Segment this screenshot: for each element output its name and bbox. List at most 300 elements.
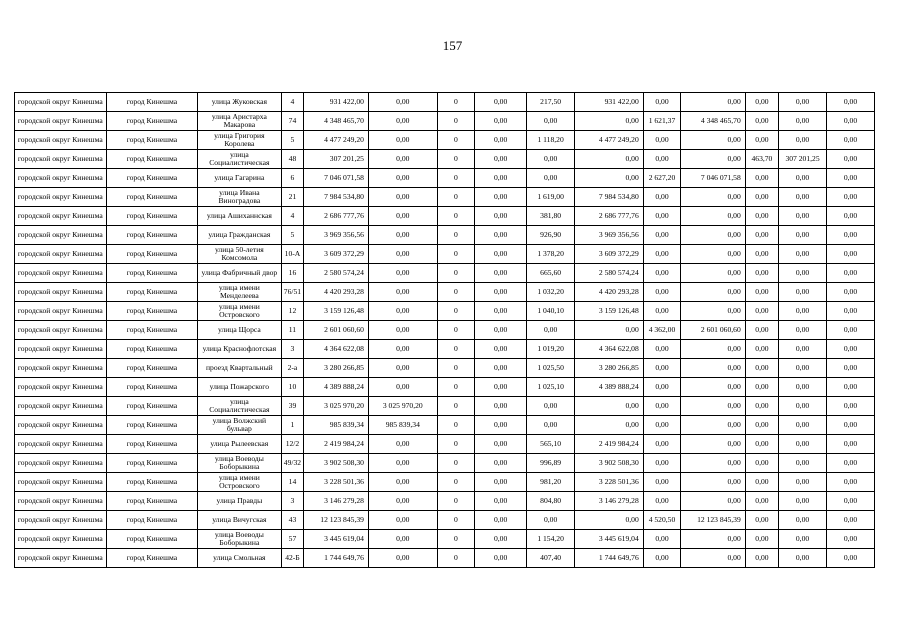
cell-cost-col-6: 0,00 bbox=[368, 112, 437, 131]
cell-area-col-13: 0,00 bbox=[745, 492, 778, 511]
cell-area-col-13: 0,00 bbox=[745, 302, 778, 321]
cell-cost-col-12: 0,00 bbox=[681, 492, 746, 511]
cell-street: улица Смольная bbox=[198, 549, 281, 568]
cell-cost-col-12: 0,00 bbox=[681, 93, 746, 112]
cell-area-col-9: 1 154,20 bbox=[527, 530, 575, 549]
cell-municipality: городской округ Кинешма bbox=[15, 302, 107, 321]
cell-area-col-9: 996,89 bbox=[527, 454, 575, 473]
cell-cost-col-6: 0,00 bbox=[368, 264, 437, 283]
cell-house: 39 bbox=[281, 397, 304, 416]
cell-settlement: город Кинешма bbox=[106, 549, 198, 568]
cell-area-col-9: 1 378,20 bbox=[527, 245, 575, 264]
cell-municipality: городской округ Кинешма bbox=[15, 492, 107, 511]
cell-area-col-9: 1 025,50 bbox=[527, 359, 575, 378]
cell-count-col-7: 0 bbox=[437, 435, 474, 454]
cell-municipality: городской округ Кинешма bbox=[15, 131, 107, 150]
cell-cost-col-14: 0,00 bbox=[779, 549, 827, 568]
cell-area-col-11: 0,00 bbox=[643, 397, 680, 416]
cell-cost-col-6: 985 839,34 bbox=[368, 416, 437, 435]
cell-area-col-11: 0,00 bbox=[643, 359, 680, 378]
cell-cost-col-14: 0,00 bbox=[779, 435, 827, 454]
cell-cost-col-6: 0,00 bbox=[368, 188, 437, 207]
cell-count-col-7: 0 bbox=[437, 169, 474, 188]
cell-cost-col-14: 0,00 bbox=[779, 112, 827, 131]
table-row bbox=[15, 473, 875, 492]
cell-count-col-7: 0 bbox=[437, 283, 474, 302]
page-number: 157 bbox=[442, 38, 463, 53]
cell-street: улица Аристарха Макарова bbox=[198, 112, 281, 131]
cell-count-col-7: 0 bbox=[437, 473, 474, 492]
cell-cost-col-14: 0,00 bbox=[779, 264, 827, 283]
cell-cost-col-8: 0,00 bbox=[475, 93, 527, 112]
cell-area-col-13: 0,00 bbox=[745, 131, 778, 150]
cell-cost-col-15: 0,00 bbox=[826, 511, 874, 530]
cell-municipality: городской округ Кинешма bbox=[15, 473, 107, 492]
cell-municipality: городской округ Кинешма bbox=[15, 511, 107, 530]
table-row bbox=[15, 340, 875, 359]
cell-house: 76/51 bbox=[281, 283, 304, 302]
cell-cost-col-14: 0,00 bbox=[779, 530, 827, 549]
cell-area-col-9: 1 032,20 bbox=[527, 283, 575, 302]
cell-area-col-11: 0,00 bbox=[643, 150, 680, 169]
cell-settlement: город Кинешма bbox=[106, 340, 198, 359]
cell-area-col-13: 0,00 bbox=[745, 359, 778, 378]
cell-municipality: городской округ Кинешма bbox=[15, 150, 107, 169]
cell-cost-col-8: 0,00 bbox=[475, 416, 527, 435]
cell-cost-col-12: 0,00 bbox=[681, 549, 746, 568]
cell-cost-col-15: 0,00 bbox=[826, 169, 874, 188]
cell-area-col-9: 0,00 bbox=[527, 416, 575, 435]
cell-cost-col-12: 0,00 bbox=[681, 207, 746, 226]
cell-municipality: городской округ Кинешма bbox=[15, 321, 107, 340]
cell-cost-col-12: 0,00 bbox=[681, 283, 746, 302]
cell-area-col-13: 0,00 bbox=[745, 283, 778, 302]
cell-cost-col-8: 0,00 bbox=[475, 492, 527, 511]
cell-area-col-11: 4 520,50 bbox=[643, 511, 680, 530]
cell-municipality: городской округ Кинешма bbox=[15, 530, 107, 549]
cell-municipality: городской округ Кинешма bbox=[15, 378, 107, 397]
table-row bbox=[15, 112, 875, 131]
cell-settlement: город Кинешма bbox=[106, 511, 198, 530]
cell-cost-col-6: 0,00 bbox=[368, 530, 437, 549]
cell-count-col-7: 0 bbox=[437, 188, 474, 207]
cell-cost-col-12: 0,00 bbox=[681, 378, 746, 397]
cell-area-col-11: 0,00 bbox=[643, 492, 680, 511]
cell-house: 3 bbox=[281, 492, 304, 511]
cell-total-cost: 2 686 777,76 bbox=[304, 207, 369, 226]
cell-area-col-11: 0,00 bbox=[643, 435, 680, 454]
cell-cost-col-14: 0,00 bbox=[779, 169, 827, 188]
cell-house: 6 bbox=[281, 169, 304, 188]
cell-cost-col-10: 0,00 bbox=[575, 321, 644, 340]
cell-cost-col-8: 0,00 bbox=[475, 549, 527, 568]
cell-street: улица Воеводы Боборыкина bbox=[198, 530, 281, 549]
cell-total-cost: 3 445 619,04 bbox=[304, 530, 369, 549]
cell-cost-col-8: 0,00 bbox=[475, 359, 527, 378]
cell-municipality: городской округ Кинешма bbox=[15, 454, 107, 473]
cell-cost-col-15: 0,00 bbox=[826, 302, 874, 321]
table-row bbox=[15, 188, 875, 207]
cell-area-col-9: 0,00 bbox=[527, 321, 575, 340]
cell-street: улица Волжский бульвар bbox=[198, 416, 281, 435]
cell-cost-col-10: 4 420 293,28 bbox=[575, 283, 644, 302]
cell-cost-col-8: 0,00 bbox=[475, 378, 527, 397]
cell-total-cost: 3 280 266,85 bbox=[304, 359, 369, 378]
cell-cost-col-10: 4 477 249,20 bbox=[575, 131, 644, 150]
cell-area-col-13: 0,00 bbox=[745, 93, 778, 112]
cell-area-col-13: 0,00 bbox=[745, 473, 778, 492]
cell-house: 14 bbox=[281, 473, 304, 492]
table-row bbox=[15, 378, 875, 397]
cell-area-col-11: 0,00 bbox=[643, 416, 680, 435]
cell-cost-col-15: 0,00 bbox=[826, 112, 874, 131]
cell-cost-col-8: 0,00 bbox=[475, 264, 527, 283]
cell-cost-col-6: 0,00 bbox=[368, 150, 437, 169]
cell-municipality: городской округ Кинешма bbox=[15, 283, 107, 302]
cell-cost-col-8: 0,00 bbox=[475, 454, 527, 473]
cell-area-col-11: 0,00 bbox=[643, 131, 680, 150]
cell-count-col-7: 0 bbox=[437, 359, 474, 378]
cell-settlement: город Кинешма bbox=[106, 378, 198, 397]
cell-cost-col-12: 0,00 bbox=[681, 473, 746, 492]
cell-area-col-9: 0,00 bbox=[527, 150, 575, 169]
cell-settlement: город Кинешма bbox=[106, 492, 198, 511]
cell-street: улица Рылеевская bbox=[198, 435, 281, 454]
cell-cost-col-6: 3 025 970,20 bbox=[368, 397, 437, 416]
cell-street: улица Социалистическая bbox=[198, 150, 281, 169]
cell-area-col-13: 0,00 bbox=[745, 207, 778, 226]
cell-cost-col-15: 0,00 bbox=[826, 378, 874, 397]
cell-total-cost: 2 580 574,24 bbox=[304, 264, 369, 283]
cell-count-col-7: 0 bbox=[437, 492, 474, 511]
cell-area-col-13: 0,00 bbox=[745, 454, 778, 473]
cell-street: улица Социалистическая bbox=[198, 397, 281, 416]
cell-street: улица Вичугская bbox=[198, 511, 281, 530]
cell-count-col-7: 0 bbox=[437, 112, 474, 131]
cell-cost-col-12: 7 046 071,58 bbox=[681, 169, 746, 188]
cell-cost-col-10: 3 146 279,28 bbox=[575, 492, 644, 511]
cell-total-cost: 4 420 293,28 bbox=[304, 283, 369, 302]
cell-cost-col-14: 0,00 bbox=[779, 511, 827, 530]
cell-count-col-7: 0 bbox=[437, 245, 474, 264]
cell-house: 1 bbox=[281, 416, 304, 435]
cell-area-col-9: 0,00 bbox=[527, 112, 575, 131]
cell-street: улица Гагарина bbox=[198, 169, 281, 188]
cell-cost-col-14: 0,00 bbox=[779, 283, 827, 302]
cell-area-col-9: 1 019,20 bbox=[527, 340, 575, 359]
cell-area-col-9: 0,00 bbox=[527, 169, 575, 188]
cell-cost-col-8: 0,00 bbox=[475, 112, 527, 131]
cell-area-col-13: 0,00 bbox=[745, 340, 778, 359]
table-row bbox=[15, 131, 875, 150]
cell-area-col-9: 0,00 bbox=[527, 511, 575, 530]
cell-street: улица имени Островского bbox=[198, 473, 281, 492]
cell-street: улица Правды bbox=[198, 492, 281, 511]
table-row bbox=[15, 492, 875, 511]
cell-cost-col-10: 0,00 bbox=[575, 416, 644, 435]
cell-area-col-13: 0,00 bbox=[745, 245, 778, 264]
table-row bbox=[15, 245, 875, 264]
cell-cost-col-8: 0,00 bbox=[475, 397, 527, 416]
cell-cost-col-15: 0,00 bbox=[826, 150, 874, 169]
cell-house: 42-Б bbox=[281, 549, 304, 568]
cell-street: улица Григория Королева bbox=[198, 131, 281, 150]
cell-cost-col-6: 0,00 bbox=[368, 492, 437, 511]
cell-count-col-7: 0 bbox=[437, 150, 474, 169]
cell-cost-col-15: 0,00 bbox=[826, 321, 874, 340]
cell-area-col-11: 0,00 bbox=[643, 93, 680, 112]
table-row bbox=[15, 397, 875, 416]
cell-cost-col-6: 0,00 bbox=[368, 245, 437, 264]
cell-count-col-7: 0 bbox=[437, 207, 474, 226]
cell-area-col-11: 1 621,37 bbox=[643, 112, 680, 131]
table-row bbox=[15, 454, 875, 473]
cell-settlement: город Кинешма bbox=[106, 302, 198, 321]
cell-count-col-7: 0 bbox=[437, 511, 474, 530]
cell-municipality: городской округ Кинешма bbox=[15, 435, 107, 454]
cell-house: 16 bbox=[281, 264, 304, 283]
cell-street: улица Ашиханнская bbox=[198, 207, 281, 226]
cell-municipality: городской округ Кинешма bbox=[15, 416, 107, 435]
cell-settlement: город Кинешма bbox=[106, 150, 198, 169]
cell-cost-col-14: 0,00 bbox=[779, 397, 827, 416]
cell-area-col-11: 0,00 bbox=[643, 226, 680, 245]
cell-cost-col-14: 0,00 bbox=[779, 473, 827, 492]
cell-area-col-9: 665,60 bbox=[527, 264, 575, 283]
cell-area-col-9: 1 619,00 bbox=[527, 188, 575, 207]
cell-area-col-11: 0,00 bbox=[643, 454, 680, 473]
cell-area-col-11: 0,00 bbox=[643, 283, 680, 302]
cell-cost-col-10: 0,00 bbox=[575, 397, 644, 416]
cell-area-col-13: 0,00 bbox=[745, 226, 778, 245]
cell-settlement: город Кинешма bbox=[106, 530, 198, 549]
cell-cost-col-10: 3 445 619,04 bbox=[575, 530, 644, 549]
cell-total-cost: 7 984 534,80 bbox=[304, 188, 369, 207]
cell-count-col-7: 0 bbox=[437, 321, 474, 340]
cell-count-col-7: 0 bbox=[437, 226, 474, 245]
cell-cost-col-12: 4 348 465,70 bbox=[681, 112, 746, 131]
cell-cost-col-10: 3 902 508,30 bbox=[575, 454, 644, 473]
cell-street: улица имени Островского bbox=[198, 302, 281, 321]
cell-count-col-7: 0 bbox=[437, 302, 474, 321]
cell-count-col-7: 0 bbox=[437, 549, 474, 568]
cell-cost-col-8: 0,00 bbox=[475, 511, 527, 530]
cell-area-col-13: 0,00 bbox=[745, 112, 778, 131]
cell-cost-col-8: 0,00 bbox=[475, 245, 527, 264]
cell-area-col-9: 217,50 bbox=[527, 93, 575, 112]
cell-count-col-7: 0 bbox=[437, 397, 474, 416]
cell-cost-col-14: 0,00 bbox=[779, 93, 827, 112]
cell-total-cost: 3 146 279,28 bbox=[304, 492, 369, 511]
cell-municipality: городской округ Кинешма bbox=[15, 188, 107, 207]
cell-cost-col-15: 0,00 bbox=[826, 131, 874, 150]
cell-area-col-9: 1 118,20 bbox=[527, 131, 575, 150]
cell-count-col-7: 0 bbox=[437, 93, 474, 112]
cell-cost-col-15: 0,00 bbox=[826, 492, 874, 511]
cell-cost-col-6: 0,00 bbox=[368, 454, 437, 473]
cell-cost-col-14: 0,00 bbox=[779, 359, 827, 378]
cell-cost-col-10: 3 280 266,85 bbox=[575, 359, 644, 378]
cell-cost-col-12: 0,00 bbox=[681, 435, 746, 454]
cell-cost-col-12: 0,00 bbox=[681, 188, 746, 207]
cell-cost-col-15: 0,00 bbox=[826, 245, 874, 264]
cell-area-col-9: 981,20 bbox=[527, 473, 575, 492]
cell-cost-col-8: 0,00 bbox=[475, 302, 527, 321]
cell-cost-col-15: 0,00 bbox=[826, 207, 874, 226]
cell-area-col-11: 0,00 bbox=[643, 530, 680, 549]
cell-area-col-13: 0,00 bbox=[745, 511, 778, 530]
cell-settlement: город Кинешма bbox=[106, 359, 198, 378]
cell-cost-col-8: 0,00 bbox=[475, 283, 527, 302]
cell-cost-col-10: 3 969 356,56 bbox=[575, 226, 644, 245]
table-row bbox=[15, 302, 875, 321]
cell-municipality: городской округ Кинешма bbox=[15, 264, 107, 283]
cell-total-cost: 7 046 071,58 bbox=[304, 169, 369, 188]
cell-total-cost: 3 902 508,30 bbox=[304, 454, 369, 473]
cell-cost-col-14: 0,00 bbox=[779, 416, 827, 435]
cell-cost-col-15: 0,00 bbox=[826, 416, 874, 435]
cell-cost-col-10: 931 422,00 bbox=[575, 93, 644, 112]
cell-street: улица Фабричный двор bbox=[198, 264, 281, 283]
cell-total-cost: 4 389 888,24 bbox=[304, 378, 369, 397]
cell-settlement: город Кинешма bbox=[106, 416, 198, 435]
cell-cost-col-15: 0,00 bbox=[826, 340, 874, 359]
cell-cost-col-6: 0,00 bbox=[368, 435, 437, 454]
cell-cost-col-10: 2 580 574,24 bbox=[575, 264, 644, 283]
cell-area-col-11: 0,00 bbox=[643, 207, 680, 226]
cell-cost-col-15: 0,00 bbox=[826, 549, 874, 568]
cell-settlement: город Кинешма bbox=[106, 397, 198, 416]
cell-cost-col-6: 0,00 bbox=[368, 207, 437, 226]
table-row bbox=[15, 435, 875, 454]
cell-total-cost: 4 348 465,70 bbox=[304, 112, 369, 131]
cell-area-col-13: 0,00 bbox=[745, 188, 778, 207]
cell-cost-col-10: 3 159 126,48 bbox=[575, 302, 644, 321]
cell-area-col-11: 0,00 bbox=[643, 549, 680, 568]
cell-cost-col-12: 0,00 bbox=[681, 302, 746, 321]
table-row bbox=[15, 207, 875, 226]
cell-cost-col-12: 2 601 060,60 bbox=[681, 321, 746, 340]
cell-cost-col-12: 0,00 bbox=[681, 264, 746, 283]
cell-street: улица Жуковская bbox=[198, 93, 281, 112]
cell-settlement: город Кинешма bbox=[106, 454, 198, 473]
table-row bbox=[15, 511, 875, 530]
cell-settlement: город Кинешма bbox=[106, 226, 198, 245]
cell-cost-col-14: 0,00 bbox=[779, 492, 827, 511]
cell-street: улица Пожарского bbox=[198, 378, 281, 397]
cell-settlement: город Кинешма bbox=[106, 321, 198, 340]
cell-cost-col-15: 0,00 bbox=[826, 473, 874, 492]
cell-cost-col-10: 4 389 888,24 bbox=[575, 378, 644, 397]
cell-cost-col-6: 0,00 bbox=[368, 131, 437, 150]
cell-street: проезд Квартальный bbox=[198, 359, 281, 378]
cell-cost-col-14: 0,00 bbox=[779, 454, 827, 473]
cell-settlement: город Кинешма bbox=[106, 131, 198, 150]
cell-cost-col-12: 0,00 bbox=[681, 150, 746, 169]
table-row bbox=[15, 549, 875, 568]
cell-total-cost: 3 609 372,29 bbox=[304, 245, 369, 264]
cell-municipality: городской округ Кинешма bbox=[15, 359, 107, 378]
cell-count-col-7: 0 bbox=[437, 530, 474, 549]
cell-total-cost: 985 839,34 bbox=[304, 416, 369, 435]
cell-cost-col-15: 0,00 bbox=[826, 530, 874, 549]
cell-municipality: городской округ Кинешма bbox=[15, 207, 107, 226]
table-row bbox=[15, 359, 875, 378]
cell-area-col-13: 0,00 bbox=[745, 321, 778, 340]
cell-house: 10-А bbox=[281, 245, 304, 264]
cell-cost-col-6: 0,00 bbox=[368, 511, 437, 530]
cell-house: 12 bbox=[281, 302, 304, 321]
cell-street: улица 50-летия Комсомола bbox=[198, 245, 281, 264]
cell-area-col-13: 463,70 bbox=[745, 150, 778, 169]
cell-cost-col-10: 1 744 649,76 bbox=[575, 549, 644, 568]
cell-cost-col-8: 0,00 bbox=[475, 188, 527, 207]
cell-house: 43 bbox=[281, 511, 304, 530]
cell-cost-col-8: 0,00 bbox=[475, 435, 527, 454]
cell-cost-col-14: 0,00 bbox=[779, 226, 827, 245]
cell-count-col-7: 0 bbox=[437, 416, 474, 435]
cell-street: улица Ивана Виноградова bbox=[198, 188, 281, 207]
cell-area-col-9: 407,40 bbox=[527, 549, 575, 568]
cell-cost-col-10: 2 686 777,76 bbox=[575, 207, 644, 226]
cell-cost-col-6: 0,00 bbox=[368, 359, 437, 378]
cell-area-col-11: 2 627,20 bbox=[643, 169, 680, 188]
cell-area-col-13: 0,00 bbox=[745, 264, 778, 283]
cell-total-cost: 12 123 845,39 bbox=[304, 511, 369, 530]
cell-area-col-13: 0,00 bbox=[745, 530, 778, 549]
cell-cost-col-15: 0,00 bbox=[826, 435, 874, 454]
cell-house: 12/2 bbox=[281, 435, 304, 454]
cell-settlement: город Кинешма bbox=[106, 435, 198, 454]
cell-count-col-7: 0 bbox=[437, 340, 474, 359]
cell-cost-col-12: 0,00 bbox=[681, 454, 746, 473]
cell-cost-col-15: 0,00 bbox=[826, 188, 874, 207]
cell-cost-col-8: 0,00 bbox=[475, 530, 527, 549]
cell-municipality: городской округ Кинешма bbox=[15, 245, 107, 264]
cell-cost-col-10: 0,00 bbox=[575, 150, 644, 169]
table-row bbox=[15, 93, 875, 112]
cell-cost-col-14: 0,00 bbox=[779, 378, 827, 397]
cell-area-col-9: 1 025,10 bbox=[527, 378, 575, 397]
cell-cost-col-6: 0,00 bbox=[368, 93, 437, 112]
cell-total-cost: 931 422,00 bbox=[304, 93, 369, 112]
table-body bbox=[15, 93, 875, 568]
table-row bbox=[15, 169, 875, 188]
cell-total-cost: 2 601 060,60 bbox=[304, 321, 369, 340]
cell-cost-col-8: 0,00 bbox=[475, 169, 527, 188]
cell-cost-col-10: 7 984 534,80 bbox=[575, 188, 644, 207]
cell-cost-col-8: 0,00 bbox=[475, 321, 527, 340]
cell-area-col-9: 1 040,10 bbox=[527, 302, 575, 321]
cell-total-cost: 4 477 249,20 bbox=[304, 131, 369, 150]
cell-count-col-7: 0 bbox=[437, 454, 474, 473]
cell-count-col-7: 0 bbox=[437, 264, 474, 283]
cell-cost-col-14: 0,00 bbox=[779, 302, 827, 321]
cell-total-cost: 3 228 501,36 bbox=[304, 473, 369, 492]
cell-cost-col-6: 0,00 bbox=[368, 378, 437, 397]
cell-area-col-9: 804,80 bbox=[527, 492, 575, 511]
cell-cost-col-14: 0,00 bbox=[779, 188, 827, 207]
cell-cost-col-15: 0,00 bbox=[826, 359, 874, 378]
cell-municipality: городской округ Кинешма bbox=[15, 340, 107, 359]
cell-street: улица Воеводы Боборыкина bbox=[198, 454, 281, 473]
cell-area-col-9: 565,10 bbox=[527, 435, 575, 454]
cell-cost-col-14: 0,00 bbox=[779, 340, 827, 359]
cell-cost-col-10: 4 364 622,08 bbox=[575, 340, 644, 359]
cell-cost-col-14: 0,00 bbox=[779, 321, 827, 340]
cell-cost-col-12: 0,00 bbox=[681, 131, 746, 150]
cell-count-col-7: 0 bbox=[437, 131, 474, 150]
